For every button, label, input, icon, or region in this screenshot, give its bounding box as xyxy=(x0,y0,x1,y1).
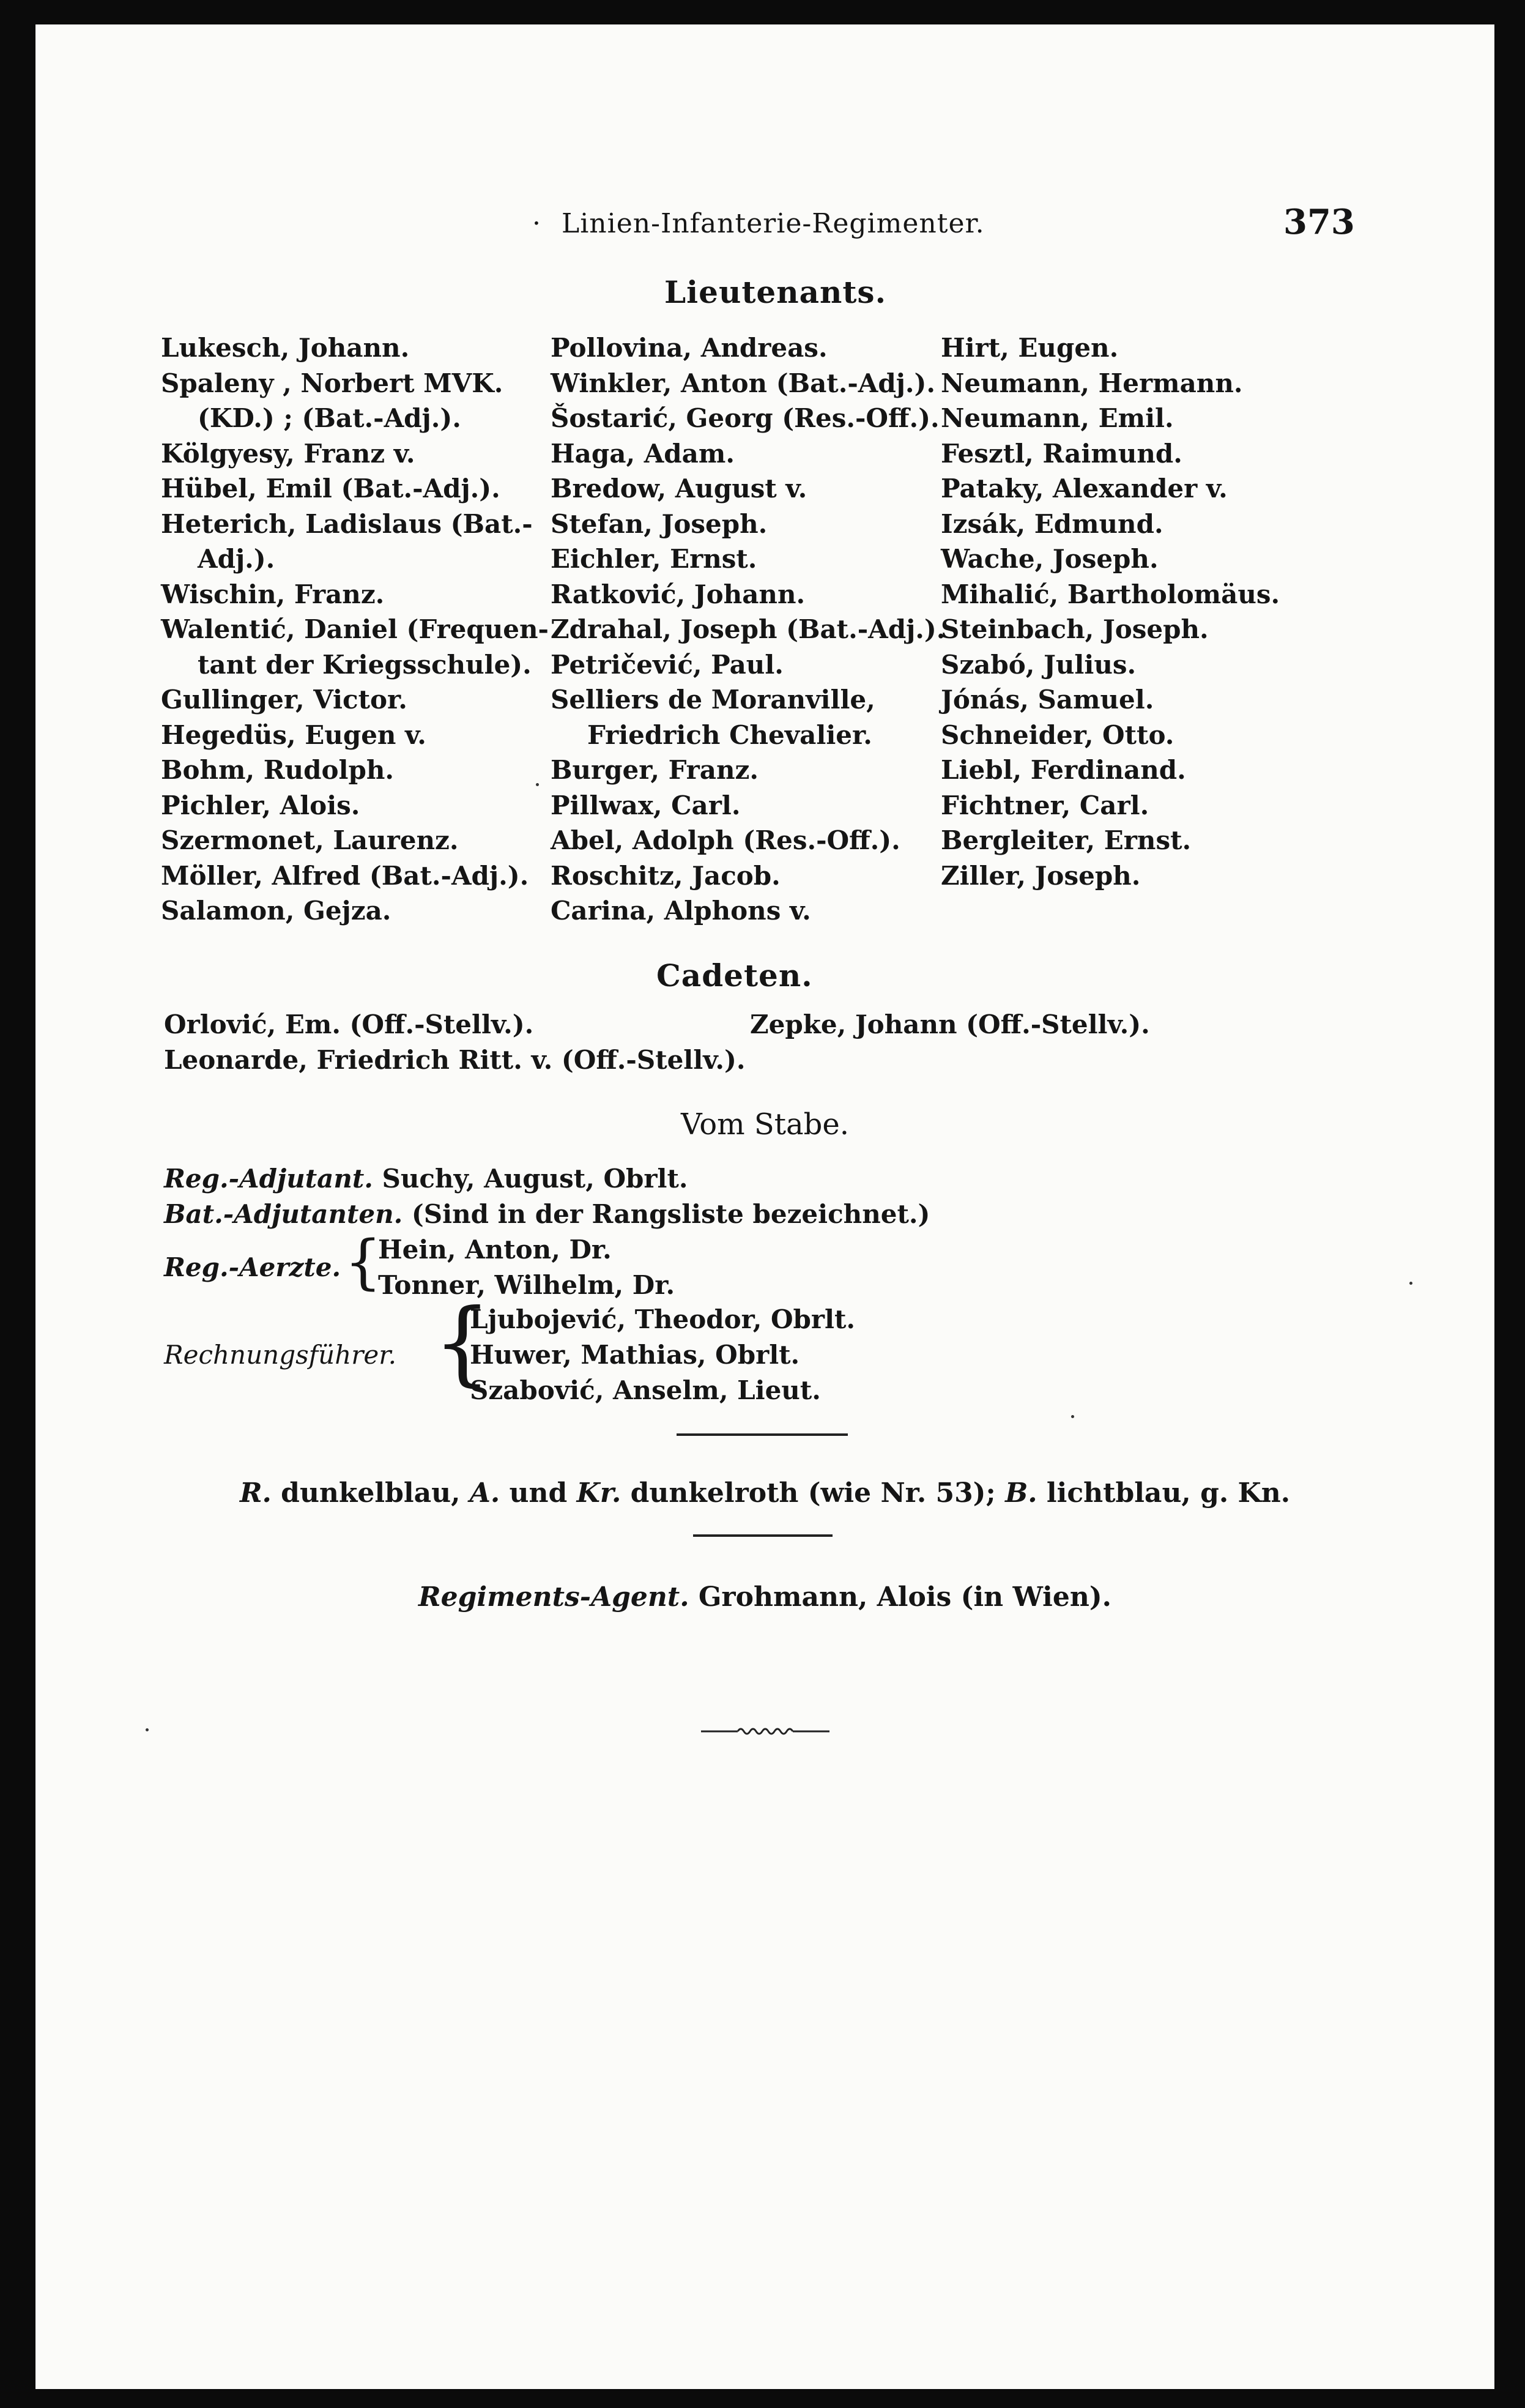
list-item: Gullinger, Victor. xyxy=(161,685,407,715)
reg-adjutant-value: Suchy, August, Obrlt. xyxy=(382,1164,688,1194)
list-item: Walentić, Daniel (Frequen- xyxy=(161,614,549,644)
color-text: und xyxy=(500,1477,577,1509)
cadeten-entry: Orlović, Em. (Off.-Stellv.). xyxy=(164,1009,534,1039)
ink-speck xyxy=(536,783,539,786)
list-item: Szabó, Julius. xyxy=(941,649,1137,680)
reg-aerzte-entry: Hein, Anton, Dr. xyxy=(378,1235,612,1265)
list-item: Friedrich Chevalier. xyxy=(587,719,872,750)
regiment-colors-line xyxy=(35,1477,1494,1509)
list-item: Bredow, August v. xyxy=(551,474,807,504)
reg-aerzte-label: Reg.-Aerzte. xyxy=(164,1252,341,1282)
list-item: Selliers de Moranville, xyxy=(551,685,875,715)
list-item: Roschitz, Jacob. xyxy=(551,860,781,891)
list-item: Izsák, Edmund. xyxy=(941,508,1163,539)
lieutenants-column-1 xyxy=(161,330,549,929)
divider xyxy=(693,1534,833,1537)
color-text: lichtblau, g. Kn. xyxy=(1037,1477,1291,1509)
agent-value: Grohmann, Alois (in Wien). xyxy=(689,1581,1111,1613)
list-item: (KD.) ; (Bat.-Adj.). xyxy=(198,403,461,433)
list-item: Jónás, Samuel. xyxy=(941,685,1154,715)
cadeten-entry: Leonarde, Friedrich Ritt. v. (Off.-Stellv.). xyxy=(164,1045,746,1075)
rechnungsfuehrer-label: Rechnungsführer. xyxy=(164,1340,397,1370)
color-abbrev: B. xyxy=(1005,1477,1037,1509)
list-item: Neumann, Emil. xyxy=(941,403,1174,433)
list-item: Winkler, Anton (Bat.-Adj.). xyxy=(551,368,936,398)
list-item: Liebl, Ferdinand. xyxy=(941,755,1186,785)
list-item: Wache, Joseph. xyxy=(941,544,1159,574)
color-text: dunkelblau, xyxy=(271,1477,470,1509)
rechnungsfuehrer-entry: Ljubojević, Theodor, Obrlt. xyxy=(470,1304,856,1334)
divider xyxy=(677,1433,848,1436)
list-item: Möller, Alfred (Bat.-Adj.). xyxy=(161,860,529,891)
list-item: Lukesch, Johann. xyxy=(161,333,410,363)
list-item: Fichtner, Carl. xyxy=(941,790,1149,820)
list-item: Stefan, Joseph. xyxy=(551,508,768,539)
list-item: Haga, Adam. xyxy=(551,438,735,469)
list-item: Kölgyesy, Franz v. xyxy=(161,438,415,469)
list-item: Pollovina, Andreas. xyxy=(551,333,828,363)
list-item: Abel, Adolph (Res.-Off.). xyxy=(551,825,900,855)
list-item: Pataky, Alexander v. xyxy=(941,474,1228,504)
list-item: Ziller, Joseph. xyxy=(941,860,1141,891)
list-item: Schneider, Otto. xyxy=(941,719,1174,750)
list-item: Mihalić, Bartholomäus. xyxy=(941,579,1280,609)
list-item: Fesztl, Raimund. xyxy=(941,438,1182,469)
brace-icon: { xyxy=(344,1228,382,1296)
list-item: Pillwax, Carl. xyxy=(551,790,741,820)
lieutenants-column-3 xyxy=(941,330,1280,893)
list-item: Szermonet, Laurenz. xyxy=(161,825,459,855)
cadeten-entry: Zepke, Johann (Off.-Stellv.). xyxy=(750,1009,1150,1039)
reg-adjutant-label: Reg.-Adjutant. xyxy=(164,1164,373,1194)
book-page xyxy=(35,24,1494,2389)
list-item: Ratković, Johann. xyxy=(551,579,806,609)
list-item: Steinbach, Joseph. xyxy=(941,614,1209,644)
running-header: Linien-Infanterie-Regimenter. xyxy=(562,208,985,239)
list-item: Hirt, Eugen. xyxy=(941,333,1119,363)
list-item: Petričević, Paul. xyxy=(551,649,784,680)
list-item: Šostarić, Georg (Res.-Off.). xyxy=(551,403,940,433)
list-item: Zdrahal, Joseph (Bat.-Adj.). xyxy=(551,614,946,644)
ornament-rule xyxy=(35,1725,1494,1740)
color-abbrev: A. xyxy=(469,1477,500,1509)
list-item: Bergleiter, Ernst. xyxy=(941,825,1192,855)
color-text: dunkelroth (wie Nr. 53); xyxy=(621,1477,1006,1509)
list-item: tant der Kriegsschule). xyxy=(198,649,532,680)
list-item: Pichler, Alois. xyxy=(161,790,360,820)
list-item: Heterich, Ladislaus (Bat.- xyxy=(161,508,533,539)
list-item: Spaleny , Norbert MVK. xyxy=(161,368,503,398)
list-item: Bohm, Rudolph. xyxy=(161,755,395,785)
color-abbrev: Kr. xyxy=(576,1477,622,1509)
header-dot: · xyxy=(532,208,541,239)
rechnungsfuehrer-entry: Szabović, Anselm, Lieut. xyxy=(470,1375,821,1405)
color-abbrev: R. xyxy=(239,1477,272,1509)
agent-label: Regiments-Agent. xyxy=(418,1581,689,1613)
ink-speck xyxy=(1409,1282,1412,1285)
list-item: Salamon, Gejza. xyxy=(161,896,391,926)
reg-aerzte-entry: Tonner, Wilhelm, Dr. xyxy=(378,1270,675,1300)
lieutenants-heading: Lieutenants. xyxy=(664,274,886,310)
ink-speck xyxy=(146,1728,149,1731)
list-item: Burger, Franz. xyxy=(551,755,759,785)
reg-adjutant-row xyxy=(164,1164,688,1194)
list-item: Eichler, Ernst. xyxy=(551,544,757,574)
ornament-icon xyxy=(701,1725,829,1737)
vom-stabe-heading: Vom Stabe. xyxy=(680,1107,850,1142)
bat-adjutanten-value: (Sind in der Rangsliste bezeichnet.) xyxy=(411,1199,930,1229)
page-number: 373 xyxy=(1283,202,1355,242)
bat-adjutanten-row xyxy=(164,1199,930,1229)
cadeten-heading: Cadeten. xyxy=(656,957,813,994)
list-item: Wischin, Franz. xyxy=(161,579,385,609)
list-item: Carina, Alphons v. xyxy=(551,896,811,926)
brace-icon: { xyxy=(433,1290,492,1396)
rechnungsfuehrer-entry: Huwer, Mathias, Obrlt. xyxy=(470,1340,800,1370)
list-item: Neumann, Hermann. xyxy=(941,368,1243,398)
lieutenants-column-2 xyxy=(551,330,945,929)
bat-adjutanten-label: Bat.-Adjutanten. xyxy=(164,1199,403,1229)
list-item: Hegedüs, Eugen v. xyxy=(161,719,426,750)
list-item: Hübel, Emil (Bat.-Adj.). xyxy=(161,474,500,504)
regiments-agent-line xyxy=(35,1581,1494,1613)
list-item: Adj.). xyxy=(198,544,275,574)
ink-speck xyxy=(1071,1415,1074,1418)
